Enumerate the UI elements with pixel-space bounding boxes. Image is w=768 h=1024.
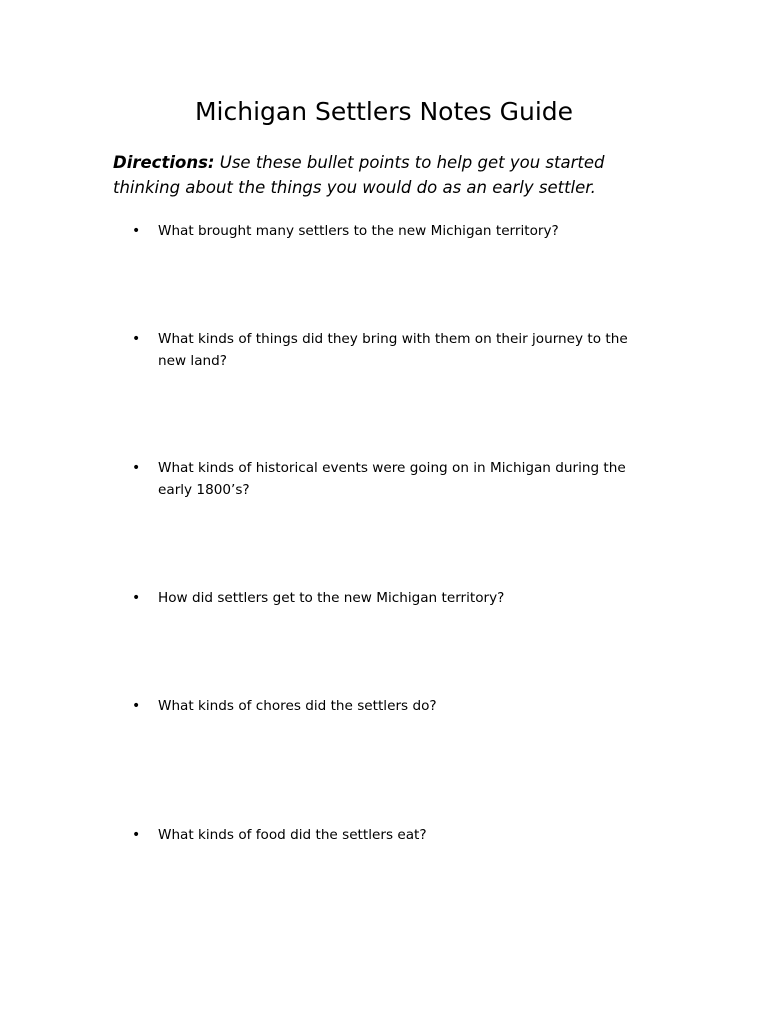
directions-text: Use these bullet points to help get you started thinking about the things you would do as an early settler. xyxy=(113,153,605,197)
directions-paragraph xyxy=(113,150,653,200)
question-item xyxy=(132,457,672,501)
question-item xyxy=(132,220,672,242)
question-item xyxy=(132,587,672,609)
bullet-icon: • xyxy=(132,223,141,239)
question-text: What kinds of food did the settlers eat? xyxy=(158,827,427,843)
bullet-icon: • xyxy=(132,460,141,476)
bullet-icon: • xyxy=(132,331,141,347)
question-text: How did settlers get to the new Michigan territory? xyxy=(158,590,505,606)
question-text: What kinds of chores did the settlers do? xyxy=(158,698,437,714)
bullet-icon: • xyxy=(132,698,141,714)
page-title: Michigan Settlers Notes Guide xyxy=(194,97,574,126)
question-item xyxy=(132,328,672,372)
bullet-icon: • xyxy=(132,590,141,606)
question-item xyxy=(132,695,672,717)
directions-label: Directions: xyxy=(113,153,215,172)
question-item xyxy=(132,824,672,846)
question-text: What brought many settlers to the new Michigan territory? xyxy=(158,223,559,239)
question-text: What kinds of things did they bring with them on their journey to the new land? xyxy=(158,331,628,369)
bullet-icon: • xyxy=(132,827,141,843)
question-text: What kinds of historical events were going on in Michigan during the early 1800’s? xyxy=(158,460,626,498)
